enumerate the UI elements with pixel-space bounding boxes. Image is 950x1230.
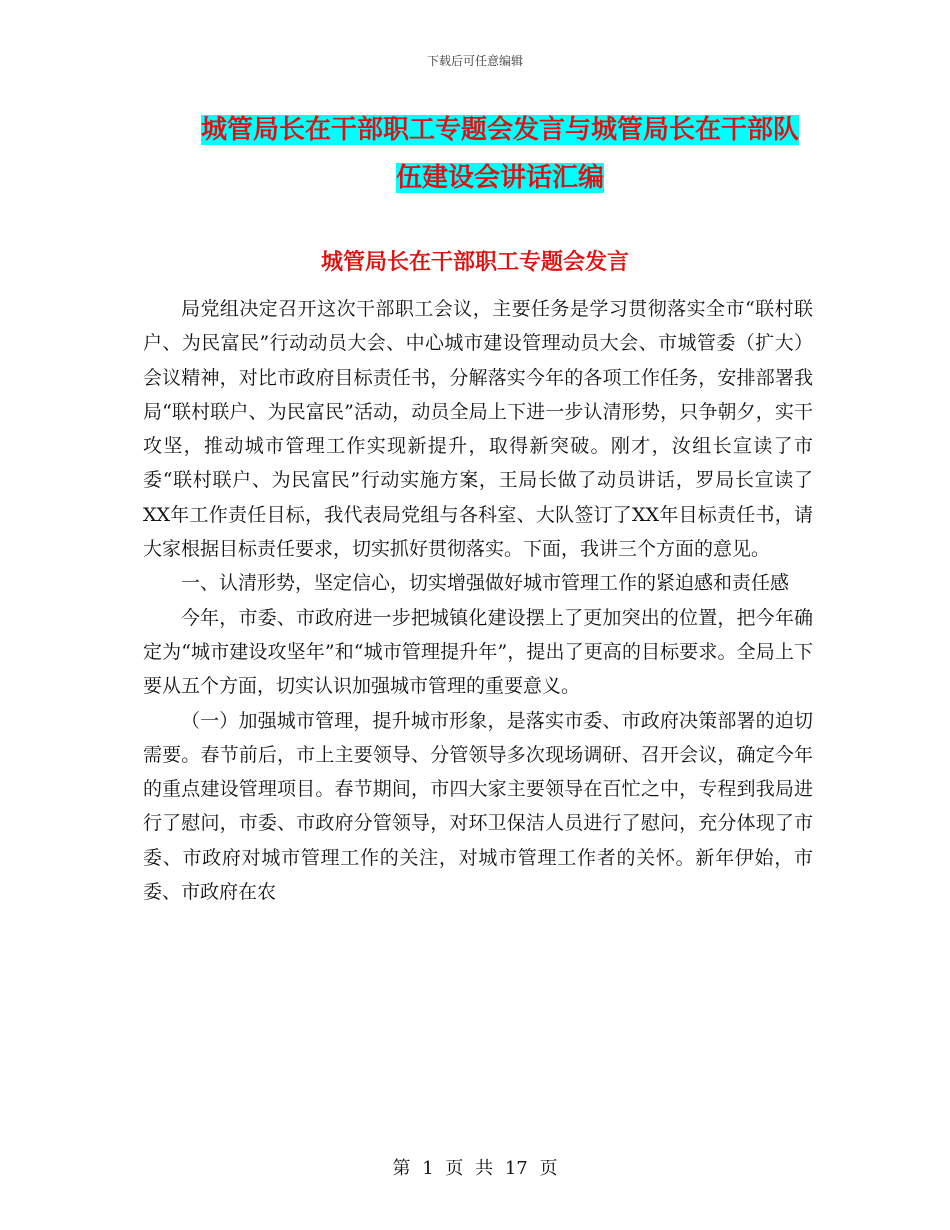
title-line-2: 伍建设会讲话汇编 xyxy=(395,163,604,193)
paragraph-point-one: （一）加强城市管理，提升城市形象，是落实市委、市政府决策部署的迫切需要。春节前后，市上主要领导、分管领导多次现场调研、召开会议，确定今年的重点建设管理项目。春节期间，市四大家主要领导在百忙之中，专程到我局进行了慰问，市委、市政府分管领导，对环卫保洁人员进行了慰问，充分体现了市委、市政府对城市管理工作的关注，对城市管理工作者的关怀。新年伊始，市委、市政府在农 xyxy=(143,709,813,904)
paragraph-context: 今年，市委、市政府进一步把城镇化建设摆上了更加突出的位置，把今年确定为“城市建设攻坚年”和“城市管理提升年”，提出了更高的目标要求。全局上下要从五个方面，切实认识加强城市管理的重要意义。 xyxy=(143,606,813,698)
page-header-note: 下载后可任意编辑 xyxy=(426,54,523,68)
paragraph-intro: 局党组决定召开这次干部职工会议，主要任务是学习贯彻落实全市“联村联户、为民富民”行动动员大会、中心城市建设管理动员大会、市城管委（扩大）会议精神，对比市政府目标责任书，分解落实今年的各项工作任务，安排部署我局“联村联户、为民富民”活动，动员全局上下进一步认清形势，只争朝夕，实干攻坚，推动城市管理工作实现新提升，取得新突破。刚才，汝组长宣读了市委“联村联户、为民富民”行动实施方案，王局长做了动员讲话，罗局长宣读了XX年工作责任目标，我代表局党组与各科室、大队签订了XX年目标责任书，请大家根据目标责任要求，切实抓好贯彻落实。下面，我讲三个方面的意见。 xyxy=(143,298,813,561)
body-text xyxy=(143,292,813,909)
title-line-1: 城管局长在干部职工专题会发言与城管局长在干部队 xyxy=(200,115,799,145)
paragraph-heading-one: 一、认清形势，坚定信心，切实增强做好城市管理工作的紧迫感和责任感 xyxy=(181,572,790,595)
document-title xyxy=(140,106,860,202)
section-heading: 城管局长在干部职工专题会发言 xyxy=(320,249,629,275)
page-number: 第 1 页 共 17 页 xyxy=(392,1158,558,1179)
